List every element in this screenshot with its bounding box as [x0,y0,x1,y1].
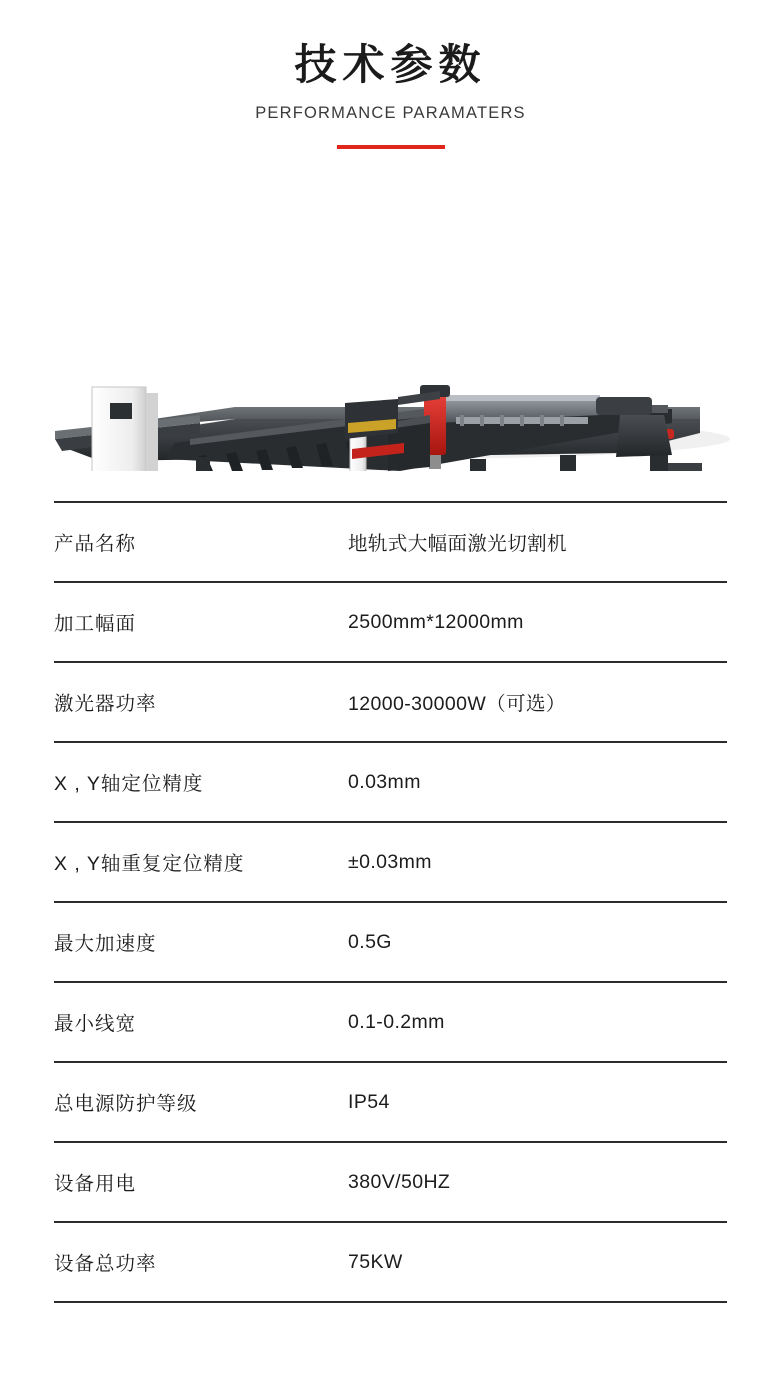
table-row [54,502,727,582]
table-row [54,902,727,982]
spec-label: X , Y轴重复定位精度 [54,822,348,902]
spec-value: 0.5G [348,902,727,982]
spec-value: 0.03mm [348,742,727,822]
table-row [54,1142,727,1222]
spec-value: IP54 [348,1062,727,1142]
spec-label: X , Y轴定位精度 [54,742,348,822]
spec-label: 最小线宽 [54,982,348,1062]
table-row [54,582,727,662]
spec-label: 最大加速度 [54,902,348,982]
table-row [54,982,727,1062]
title-underline-divider [337,145,445,149]
spec-label: 设备用电 [54,1142,348,1222]
spec-value: ±0.03mm [348,822,727,902]
spec-value: 380V/50HZ [348,1142,727,1222]
laser-cutting-machine-illustration [0,171,781,471]
spec-table-body [54,502,727,1302]
page-header [0,0,781,149]
spec-label: 产品名称 [54,502,348,582]
page-title: 技术参数 [294,41,487,88]
page-subtitle: PERFORMANCE PARAMATERS [255,104,526,123]
spec-value: 2500mm*12000mm [348,582,727,662]
table-row [54,742,727,822]
table-row [54,1222,727,1302]
spec-label: 加工幅面 [54,582,348,662]
spec-value: 75KW [348,1222,727,1302]
spec-label: 设备总功率 [54,1222,348,1302]
table-row [54,662,727,742]
spec-value: 0.1-0.2mm [348,982,727,1062]
specifications-table [54,501,727,1303]
spec-label: 总电源防护等级 [54,1062,348,1142]
spec-label: 激光器功率 [54,662,348,742]
spec-value: 12000-30000W（可选） [348,662,727,742]
spec-value: 地轨式大幅面激光切割机 [348,502,727,582]
table-row [54,822,727,902]
table-row [54,1062,727,1142]
product-image [0,171,781,471]
